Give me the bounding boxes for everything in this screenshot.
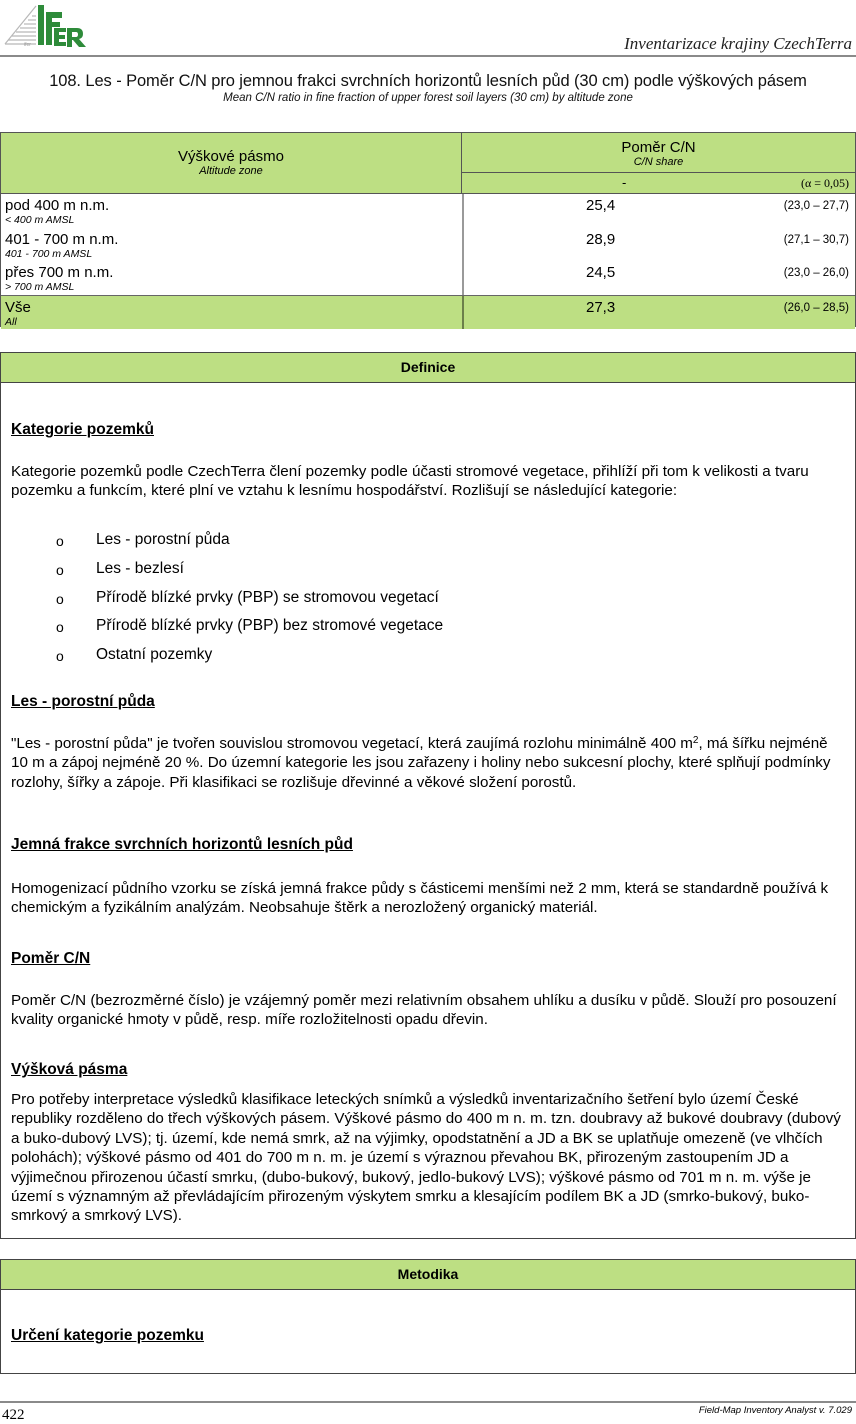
list-item (1, 560, 601, 589)
section-text-fine-fraction: Homogenizací půdního vzorku se získá jemná frakce půdy s částicemi menšími než 2 mm, která se standardně používá k chemickým a fyzikálním analýzám. Neobsahuje štěrk a nerozložený organický materiál. (11, 880, 829, 917)
confidence-interval: (27,1 – 30,7) (783, 233, 849, 246)
list-item-text: Ostatní pozemky (96, 646, 213, 664)
methodology-heading: Metodika (1, 1260, 855, 1290)
table-row (1, 228, 855, 262)
footer-divider (0, 1401, 856, 1403)
table-row (1, 261, 855, 295)
cn-ratio-table (0, 132, 856, 327)
circle-bullet-icon: o (56, 619, 64, 636)
section-text-altitude-zones: Pro potřeby interpretace výsledků klasifikace leteckých snímků a výsledků inventarizačního šetření bylo území České republiky rozděleno do třech výškových pásem. Výškové pásmo do 400 m n. m. tzn. doubravy až bukové doubravy (dubový a buko-dubový LVS); tj. území, kde nemá smrk, až na výjimky, opodstatnění a JD a BK se uplatňuje omezeně (ve vlhčích polohách); výškové pásmo od 401 do 700 m n. m. je území s výraznou převahou BK, přirozeným zastoupením JD a výjimečnou přirozenou účastí smrku, (dubo-bukový, bukový, jedlo-bukový LVS); výškové pásmo od 701 m n. m. výše je území s významným až převládajícím přirozeným výskytem smrku a klesajícím podílem BK a JD (smrko-bukový, buko-smrkový a smrkový LVS). (11, 1091, 841, 1225)
zone-label-en: 401 - 700 m AMSL (5, 247, 93, 260)
page-header (0, 0, 856, 58)
cn-value: 28,9 (586, 230, 616, 248)
confidence-level-label: (α = 0,05) (800, 176, 849, 190)
table-total-row (1, 295, 855, 329)
section-title-forest-stand-land: Les - porostní půda (11, 693, 155, 710)
column-divider (462, 261, 464, 295)
circle-bullet-icon: o (56, 648, 64, 665)
circle-bullet-icon: o (56, 561, 64, 578)
zone-label: přes 700 m n.m. (5, 264, 114, 281)
column-header-altitude-zone (1, 133, 462, 194)
column-header-label: Výškové pásmo (178, 148, 284, 165)
column-header-sublabel: Altitude zone (199, 165, 263, 177)
column-divider (462, 194, 464, 228)
section-title-cn-ratio: Poměr C/N (11, 950, 91, 967)
section-title-altitude-zones: Výšková pásma (11, 1061, 128, 1078)
document-subtitle: Mean C/N ratio in fine fraction of upper forest soil layers (30 cm) by altitude zone (223, 92, 633, 104)
table-row (1, 194, 855, 228)
list-item-text: Les - bezlesí (96, 559, 184, 577)
list-item-text: Přírodě blízké prvky (PBP) bez stromové vegetace (96, 617, 444, 635)
cn-value: 27,3 (586, 298, 616, 316)
confidence-interval: (23,0 – 26,0) (783, 267, 849, 279)
column-divider (462, 296, 464, 329)
zone-label-en: All (5, 315, 17, 328)
section-title-land-category-determination: Určení kategorie pozemku (11, 1327, 204, 1344)
cn-value: 24,5 (586, 264, 616, 281)
unit-label: - (622, 175, 627, 190)
list-item (1, 617, 601, 646)
section-title-land-categories: Kategorie pozemků (11, 421, 154, 438)
document-title: 108. Les - Poměr C/N pro jemnou frakci svrchních horizontů lesních půd (30 cm) podle výškových pásem (49, 72, 807, 90)
land-category-list (1, 531, 601, 675)
column-subheader-units (462, 173, 855, 194)
page-number: 422 (2, 1407, 25, 1423)
circle-bullet-icon: o (56, 590, 64, 607)
header-divider (0, 55, 856, 57)
text-fragment: "Les - porostní půda" je tvořen souvislou stromovou vegetací, která zaujímá rozlohu minimálně 400 m (11, 735, 693, 752)
list-item (1, 589, 601, 618)
section-text-land-categories: Kategorie pozemků podle CzechTerra člení pozemky podle účasti stromové vegetace, přihlíží při tom k velikosti a tvaru pozemku a funkcím, které plní ve vztahu k lesnímu hospodářství. Rozlišují se následující kategorie: (11, 463, 809, 500)
definitions-box (0, 352, 856, 1239)
confidence-interval: (23,0 – 27,7) (783, 200, 849, 212)
header-title: Inventarizace krajiny CzechTerra (624, 34, 852, 53)
section-text-cn-ratio: Poměr C/N (bezrozměrné číslo) je vzájemný poměr mezi relativním obsahem uhlíku a dusíku v půdě. Slouží pro posouzení kvality organické hmoty v půdě, resp. míře rozložitelnosti opadu dřevin. (11, 992, 837, 1029)
column-header-sublabel: C/N share (633, 156, 684, 168)
svg-text:ifer: ifer (24, 42, 31, 48)
cn-value: 25,4 (586, 197, 616, 214)
superscript: 2 (692, 735, 699, 746)
circle-bullet-icon: o (56, 533, 64, 549)
definitions-heading: Definice (1, 353, 855, 383)
footer-software-note: Field-Map Inventory Analyst v. 7.029 (698, 1405, 852, 1416)
column-header-label: Poměr C/N (621, 139, 696, 156)
text-fragment: , má šířku nejméně 10 m a zápoj nejméně 20 %. Do územní kategorie les jsou zařazeny i holiny nebo sukcesní plochy, které splňují podmínky rozlohy, šířky a zápoje. Při klasifikaci se rozlišuje dřevinné a věkové složení porostů. (11, 735, 831, 791)
zone-label: 401 - 700 m n.m. (5, 230, 119, 248)
list-item-text: Les - porostní půda (96, 531, 230, 548)
column-divider (462, 228, 464, 262)
list-item-text: Přírodě blízké prvky (PBP) se stromovou vegetací (96, 588, 439, 606)
zone-label: pod 400 m n.m. (5, 197, 110, 214)
ifer-logo-icon (4, 2, 96, 52)
table-body (1, 194, 855, 329)
zone-label-en: < 400 m AMSL (5, 214, 75, 226)
zone-label: Vše (5, 298, 31, 316)
methodology-box (0, 1259, 856, 1374)
section-text-forest-stand-land (11, 734, 846, 792)
section-title-fine-fraction: Jemná frakce svrchních horizontů lesních půd (11, 836, 353, 853)
zone-label-en: > 700 m AMSL (5, 281, 75, 293)
confidence-interval: (26,0 – 28,5) (783, 301, 849, 314)
list-item (1, 531, 601, 560)
list-item (1, 646, 601, 675)
column-header-cn-ratio (462, 133, 855, 173)
